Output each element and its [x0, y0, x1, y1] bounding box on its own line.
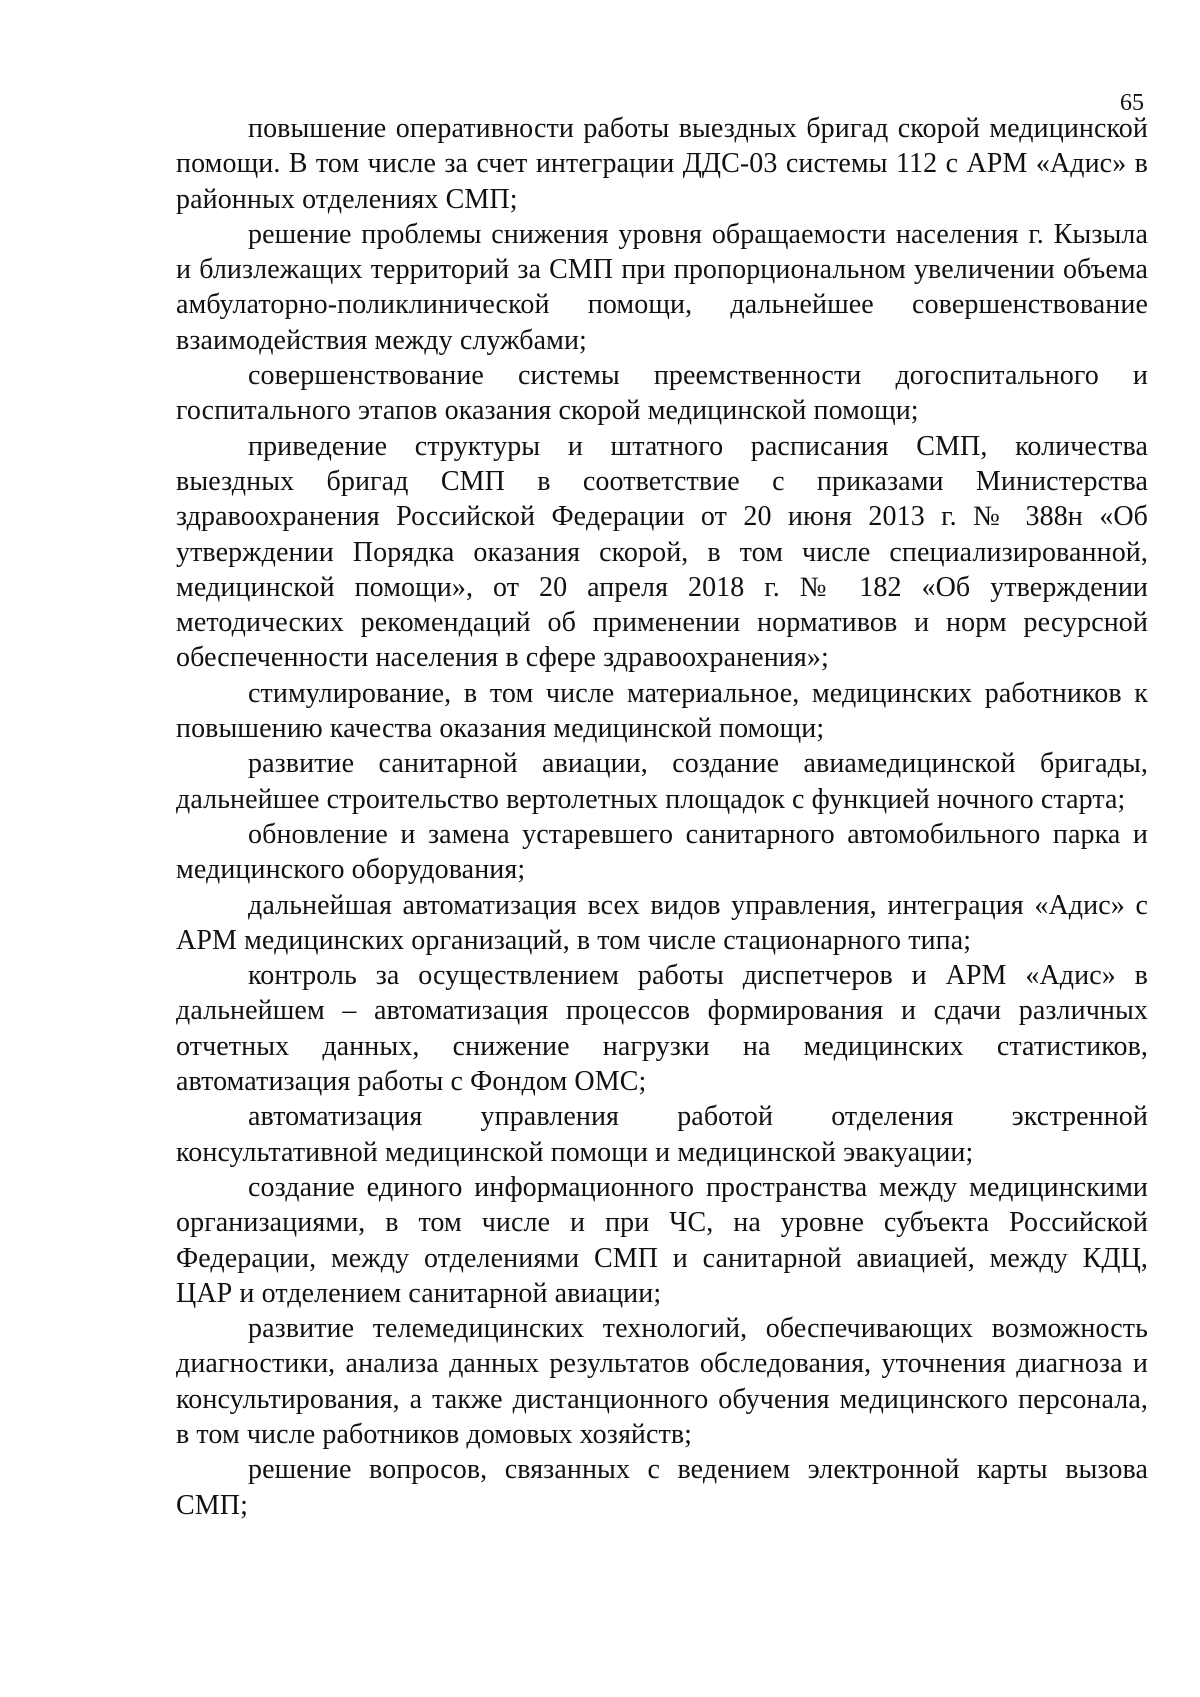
paragraph: приведение структуры и штатного расписания СМП, количества выездных бригад СМП в соответствие с приказами Министерства здравоохранения Российской Федерации от 20 июня 2013 г. № 388н «Об утверждении Порядка оказания скорой, в том числе специализированной, медицинской помощи», от 20 апреля 2018 г. № 182 «Об утверждении методических рекомендаций об применении нормативов и норм ресурсной обеспеченности населения в сфере здравоохранения»; — [176, 430, 1148, 674]
paragraph: дальнейшая автоматизация всех видов управления, интеграция «Адис» с АРМ медицинских организаций, в том числе стационарного типа; — [176, 889, 1148, 956]
paragraph: развитие санитарной авиации, создание авиамедицинской бригады, дальнейшее строительство вертолетных площадок с функцией ночного старта; — [176, 748, 1148, 815]
document-body — [176, 111, 1148, 1523]
paragraph: решение вопросов, связанных с ведением электронной карты вызова СМП; — [176, 1454, 1148, 1521]
paragraph: повышение оперативности работы выездных бригад скорой медицинской помощи. В том числе за счет интеграции ДДС-03 системы 112 с АРМ «Адис» в районных отделениях СМП; — [176, 113, 1148, 215]
paragraph: создание единого информационного пространства между медицинскими организациями, в том числе и при ЧС, на уровне субъекта Российской Федерации, между отделениями СМП и санитарной авиацией, между КДЦ, ЦАР и отделением санитарной авиации; — [176, 1171, 1148, 1309]
paragraph: контроль за осуществлением работы диспетчеров и АРМ «Адис» в дальнейшем – автоматизация процессов формирования и сдачи различных отчетных данных, снижение нагрузки на медицинских статистиков, автоматизация работы с Фондом ОМС; — [176, 960, 1148, 1098]
page-number: 65 — [1120, 90, 1144, 116]
paragraph: стимулирование, в том числе материальное, медицинских работников к повышению качества оказания медицинской помощи; — [176, 677, 1148, 745]
paragraph: развитие телемедицинских технологий, обеспечивающих возможность диагностики, анализа данных результатов обследования, уточнения диагноза и консультирования, а также дистанционного обучения медицинского персонала, в том числе работников домовых хозяйств; — [176, 1313, 1148, 1450]
paragraph: совершенствование системы преемственности догоспитального и госпитального этапов оказания скорой медицинской помощи; — [176, 360, 1148, 427]
paragraph: автоматизация управления работой отделения экстренной консультативной медицинской помощи и медицинской эвакуации; — [176, 1101, 1148, 1168]
paragraph: решение проблемы снижения уровня обращаемости населения г. Кызыла и близлежащих территорий за СМП при пропорциональном увеличении объема амбулаторно-поликлинической помощи, дальнейшее совершенствование взаимодействия между службами; — [176, 218, 1148, 356]
paragraph: обновление и замена устаревшего санитарного автомобильного парка и медицинского оборудования; — [176, 818, 1148, 886]
